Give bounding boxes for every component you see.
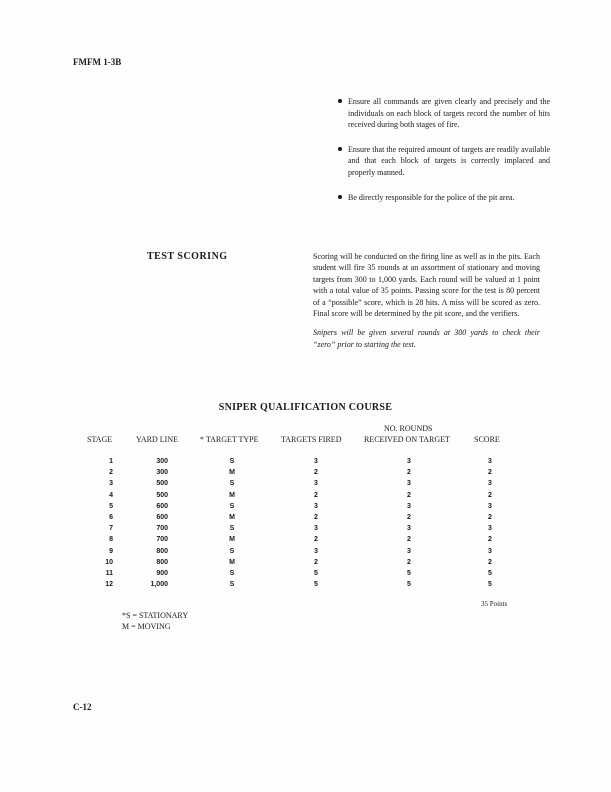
yard-line-cell: 300 — [156, 469, 168, 477]
score-cell: 5 — [488, 570, 492, 577]
bullet-dot-icon — [338, 99, 342, 103]
table-row — [0, 490, 611, 501]
stage-cell: 11 — [105, 570, 113, 577]
target-type-cell: S — [229, 525, 235, 533]
header-targets-fired: TARGETS FIRED — [281, 435, 342, 444]
bullet-text: Ensure all commands are given clearly and precisely and the individuals on each block of targets record the number of hits received during both stages of fire. — [348, 97, 550, 130]
header-target-type: * TARGET TYPE — [200, 435, 259, 444]
scoring-paragraph: Scoring will be conducted on the firing line as well as in the pits. Each student will fire 35 rounds at an assortment of stationary and moving targets from 300 to 1,000 yards. Each round will be valued at 1 point with a total value of 35 points. Passing score for the test is 80 percent of a “possible” score, which is 28 hits. A miss will be scored as zero. Final score will be determined by the pit score, and the verifiers. — [313, 252, 540, 319]
bullet-item — [338, 192, 550, 204]
bullet-dot-icon — [338, 195, 342, 199]
bullet-text: Be directly responsible for the police of the pit area. — [348, 192, 515, 202]
header-yard-line: YARD LINE — [136, 435, 178, 444]
target-type-cell: S — [229, 480, 235, 488]
score-cell: 3 — [488, 547, 492, 555]
targets-fired-cell: 2 — [314, 491, 318, 499]
bullet-dot-icon — [338, 147, 342, 151]
rounds-received-cell: 2 — [407, 469, 411, 477]
table-row — [0, 568, 611, 579]
stage-cell: 7 — [109, 525, 113, 533]
legend-moving: M = MOVING — [122, 622, 171, 631]
score-cell: 2 — [488, 469, 492, 477]
table-row — [0, 534, 611, 545]
targets-fired-cell: 2 — [314, 514, 318, 521]
rounds-received-cell: 5 — [407, 581, 411, 589]
legend-stationary: *S = STATIONARY — [122, 611, 189, 620]
targets-fired-cell: 3 — [314, 525, 318, 533]
rounds-received-cell: 3 — [407, 547, 411, 555]
targets-fired-cell: 2 — [314, 558, 318, 566]
target-type-cell: S — [229, 581, 235, 589]
yard-line-cell: 700 — [156, 525, 168, 533]
target-type-cell: M — [229, 536, 235, 544]
course-title: SNIPER QUALIFICATION COURSE — [218, 402, 393, 413]
table-row — [0, 478, 611, 489]
score-cell: 5 — [488, 581, 492, 589]
target-type-cell: M — [229, 558, 235, 566]
table-row — [0, 456, 611, 467]
header-stage: STAGE — [87, 435, 113, 444]
header-rounds-line1: NO. ROUNDS — [384, 424, 433, 433]
stage-cell: 5 — [109, 502, 113, 510]
table-row — [0, 467, 611, 478]
test-scoring-body — [313, 251, 540, 358]
targets-fired-cell: 2 — [314, 469, 318, 477]
yard-line-cell: 800 — [156, 558, 168, 566]
stage-cell: 8 — [109, 536, 113, 544]
score-cell: 3 — [488, 458, 492, 465]
yard-line-cell: 1,000 — [150, 581, 168, 589]
rounds-received-cell: 3 — [407, 502, 411, 510]
stage-cell: 4 — [109, 491, 113, 499]
score-cell: 2 — [488, 558, 492, 566]
rounds-received-cell: 5 — [407, 570, 411, 577]
bullet-list — [338, 96, 550, 216]
table-row — [0, 523, 611, 534]
score-cell: 2 — [488, 491, 492, 499]
rounds-received-cell: 2 — [407, 491, 411, 499]
document-id: FMFM 1-3B — [73, 57, 122, 67]
yard-line-cell: 900 — [156, 570, 168, 577]
targets-fired-cell: 5 — [314, 570, 318, 577]
stage-cell: 10 — [105, 558, 113, 566]
yard-line-cell: 500 — [156, 491, 168, 499]
targets-fired-cell: 3 — [314, 458, 318, 465]
target-type-cell: M — [229, 469, 235, 477]
table-row — [0, 579, 611, 590]
yard-line-cell: 600 — [156, 502, 168, 510]
total-points: 35 Points — [481, 600, 508, 608]
score-cell: 3 — [488, 480, 492, 488]
score-cell: 3 — [488, 525, 492, 533]
target-type-cell: M — [229, 514, 235, 521]
page-number: C-12 — [73, 702, 92, 712]
table-row — [0, 501, 611, 512]
targets-fired-cell: 2 — [314, 536, 318, 544]
stage-cell: 3 — [109, 480, 113, 488]
rounds-received-cell: 3 — [407, 480, 411, 488]
target-type-cell: S — [229, 547, 235, 555]
rounds-received-cell: 3 — [407, 525, 411, 533]
targets-fired-cell: 3 — [314, 502, 318, 510]
yard-line-cell: 600 — [156, 514, 168, 521]
target-type-cell: S — [229, 458, 235, 465]
rounds-received-cell: 2 — [407, 514, 411, 521]
stage-cell: 9 — [109, 547, 113, 555]
yard-line-cell: 800 — [156, 547, 168, 555]
score-cell: 3 — [488, 502, 492, 510]
scoring-note: Snipers will be given several rounds at 300 yards to check their “zero” prior to starting the test. — [313, 328, 540, 349]
target-type-legend — [122, 610, 188, 632]
table-row — [0, 546, 611, 557]
stage-cell: 12 — [105, 581, 113, 589]
rounds-received-cell: 2 — [407, 536, 411, 544]
rounds-received-cell: 3 — [407, 458, 411, 465]
bullet-item — [338, 144, 550, 179]
table-row — [0, 512, 611, 523]
target-type-cell: S — [229, 502, 235, 510]
targets-fired-cell: 3 — [314, 480, 318, 488]
stage-cell: 2 — [109, 469, 113, 477]
target-type-cell: S — [229, 570, 235, 577]
stage-cell: 6 — [109, 514, 113, 521]
stage-cell: 1 — [109, 458, 113, 465]
yard-line-cell: 300 — [156, 458, 168, 465]
yard-line-cell: 500 — [156, 480, 168, 488]
target-type-cell: M — [229, 491, 235, 499]
yard-line-cell: 700 — [156, 536, 168, 544]
bullet-item — [338, 96, 550, 131]
rounds-received-cell: 2 — [407, 558, 411, 566]
score-cell: 2 — [488, 536, 492, 544]
test-scoring-heading: TEST SCORING — [147, 251, 228, 262]
header-rounds-line2: RECEIVED ON TARGET — [364, 435, 450, 444]
targets-fired-cell: 3 — [314, 547, 318, 555]
bullet-text: Ensure that the required amount of targets are readily available and that each block of targets is correctly implaced and properly manned. — [348, 144, 550, 177]
header-score: SCORE — [474, 435, 500, 444]
targets-fired-cell: 5 — [314, 581, 318, 589]
table-row — [0, 557, 611, 568]
score-cell: 2 — [488, 514, 492, 521]
